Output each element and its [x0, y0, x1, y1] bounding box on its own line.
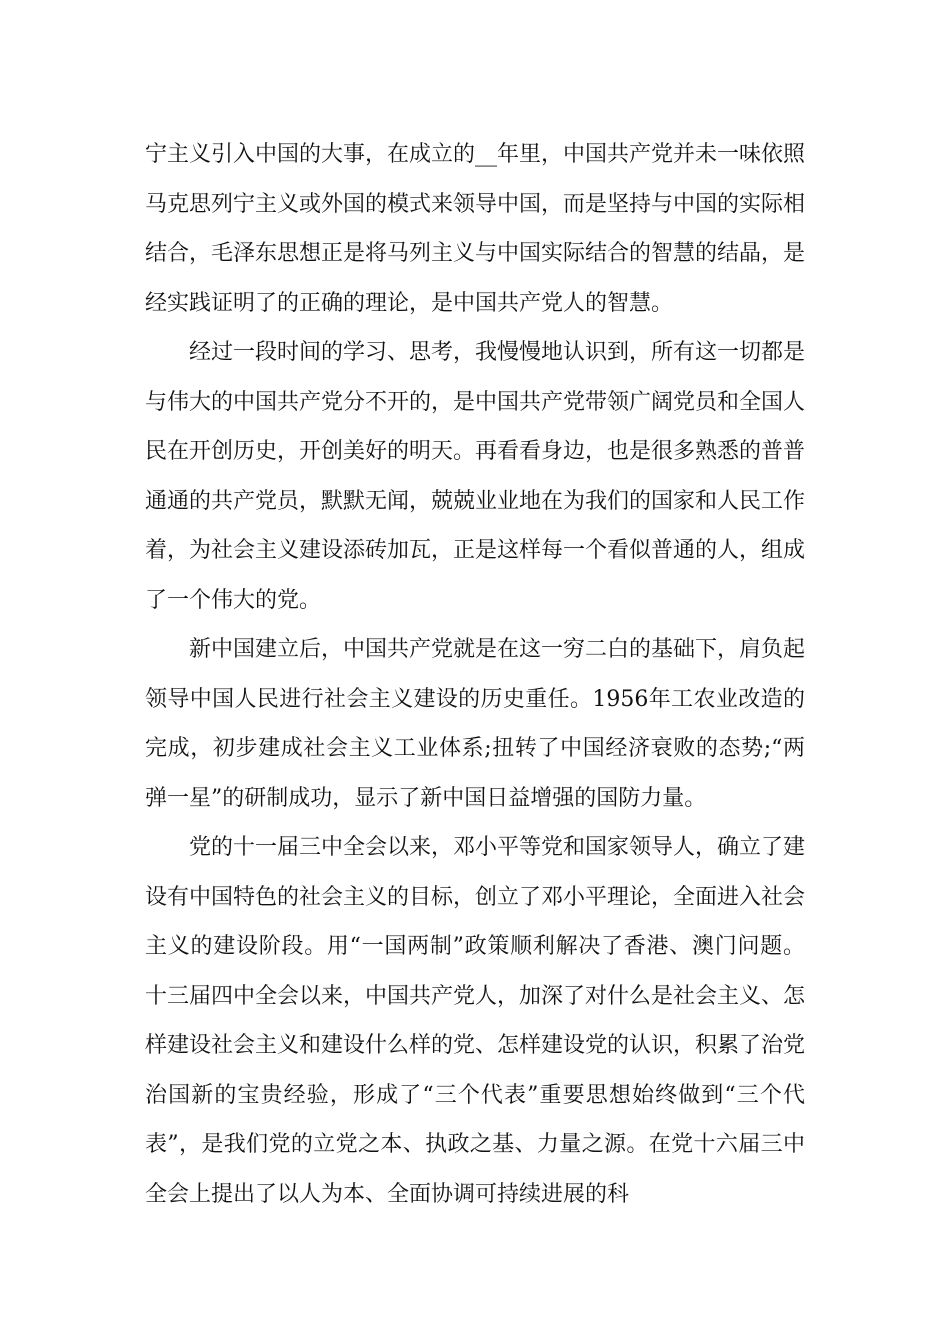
document-body	[145, 130, 805, 1219]
paragraph-1: 宁主义引入中国的大事，在成立的__年里，中国共产党并未一味依照马克思列宁主义或外国的模式来领导中国，而是坚持与中国的实际相结合，毛泽东思想正是将马列主义与中国实际结合的智慧的结晶，是经实践证明了的正确的理论，是中国共产党人的智慧。	[145, 142, 806, 316]
paragraph-3: 新中国建立后，中国共产党就是在这一穷二白的基础下，肩负起领导中国人民进行社会主义建设的历史重任。1956年工农业改造的完成，初步建成社会主义工业体系;扭转了中国经济衰败的态势;“两弹一星”的研制成功，显示了新中国日益增强的国防力量。	[145, 637, 806, 811]
paragraph-2: 经过一段时间的学习、思考，我慢慢地认识到，所有这一切都是与伟大的中国共产党分不开的，是中国共产党带领广阔党员和全国人民在开创历史，开创美好的明天。再看看身边，也是很多熟悉的普普通通的共产党员，默默无闻，兢兢业业地在为我们的国家和人民工作着，为社会主义建设添砖加瓦，正是这样每一个看似普通的人，组成了一个伟大的党。	[145, 340, 806, 613]
paragraph-4: 党的十一届三中全会以来，邓小平等党和国家领导人，确立了建设有中国特色的社会主义的目标，创立了邓小平理论，全面进入社会主义的建设阶段。用“一国两制”政策顺利解决了香港、澳门问题。十三届四中全会以来，中国共产党人，加深了对什么是社会主义、怎样建设社会主义和建设什么样的党、怎样建设党的认识，积累了治党治国新的宝贵经验，形成了“三个代表”重要思想始终做到“三个代表”，是我们党的立党之本、执政之基、力量之源。在党十六届三中全会上提出了以人为本、全面协调可持续进展的科	[145, 835, 806, 1207]
